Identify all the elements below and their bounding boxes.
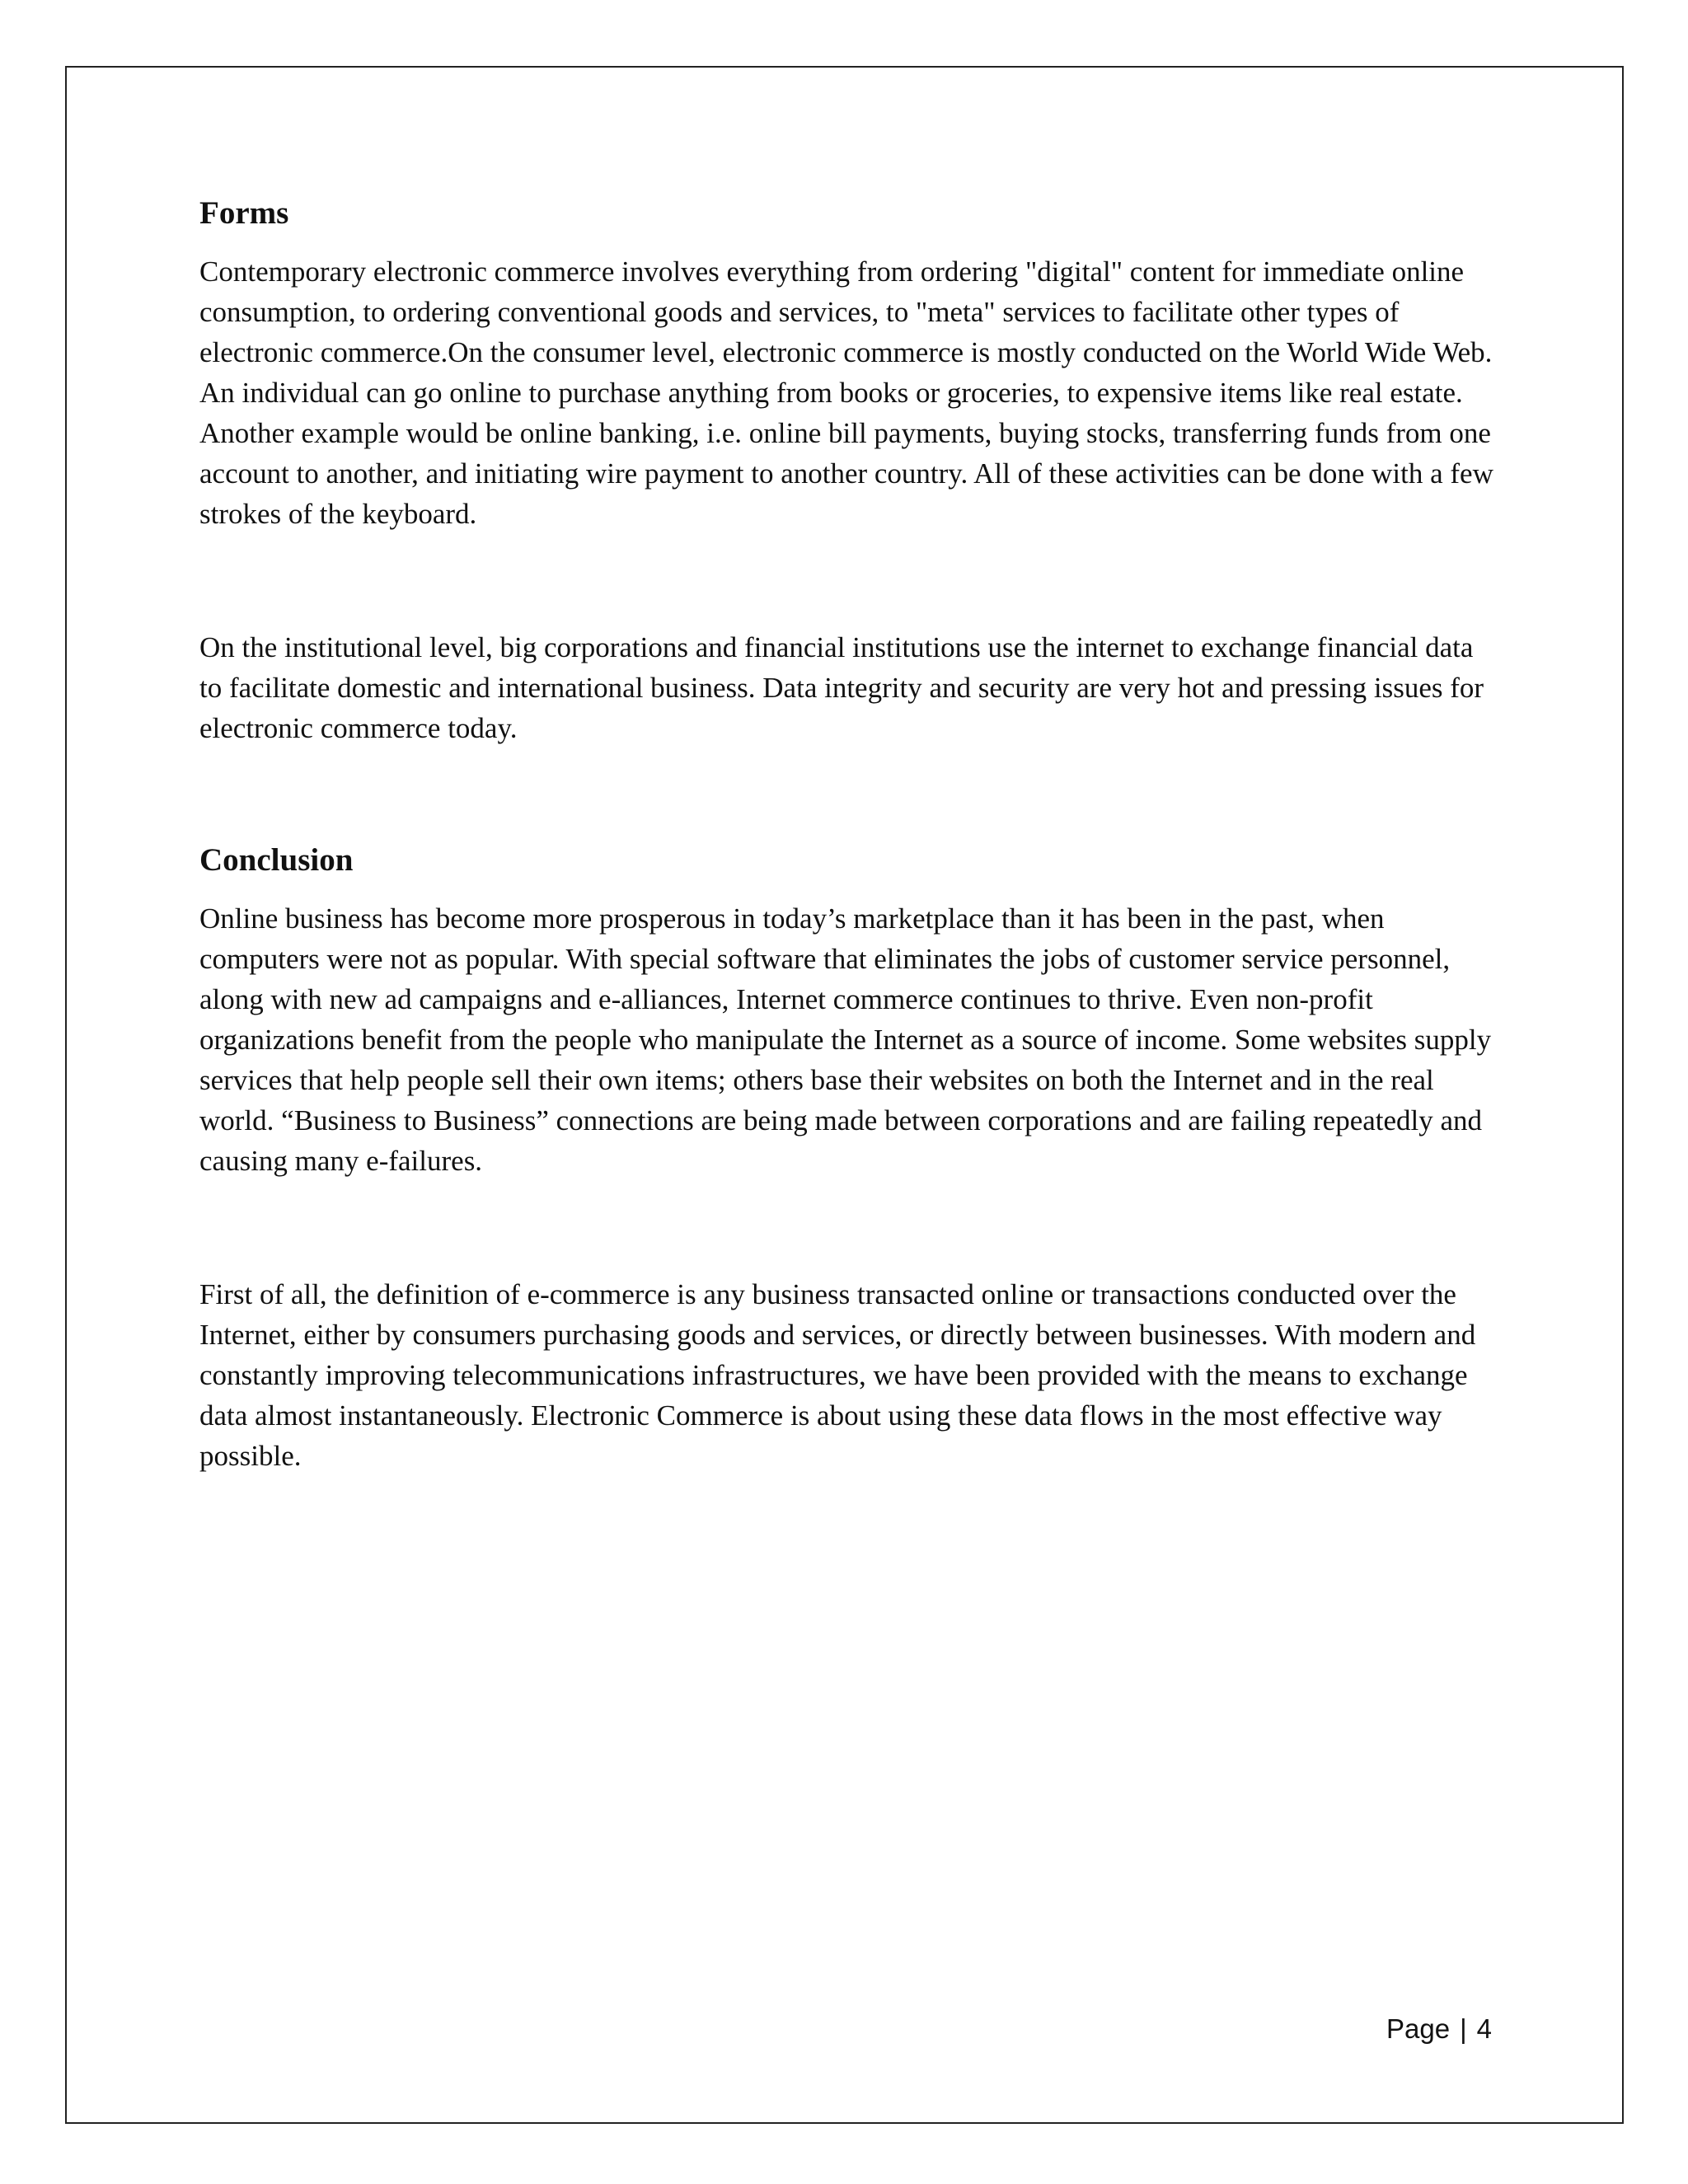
paragraph: First of all, the definition of e-commerce is any business transacted online or transactions conducted over the Internet, either by consumers purchasing goods and services, or directly between businesses. With modern and constantly improving telecommunications infrastructures, we have been provided with the means to exchange data almost instantaneously. Electronic Commerce is about using these data flows in the most effective way possible.	[199, 1277, 1476, 1472]
paragraph: On the institutional level, big corporations and financial institutions use the internet to exchange financial data to facilitate domestic and international business. Data integrity and security are very hot and pressing issues for electronic commerce today.	[199, 630, 1484, 744]
section-heading: Forms	[199, 195, 289, 231]
section-conclusion	[199, 841, 1502, 1476]
paragraph: Contemporary electronic commerce involves everything from ordering "digital" content for immediate online consumption, to ordering conventional goods and services, to "meta" services to facilitate other types of electronic commerce.On the consumer level, electronic commerce is mostly conducted on the World Wide Web. An individual can go online to purchase anything from books or groceries, to expensive items like real estate. Another example would be online banking, i.e. online bill payments, buying stocks, transferring funds from one account to another, and initiating wire payment to another country. All of these activities can be done with a few strokes of the keyboard.	[199, 255, 1493, 530]
page-label: Page	[1386, 2013, 1451, 2044]
section-heading: Conclusion	[199, 841, 354, 878]
page-number-footer	[1386, 2013, 1492, 2045]
section-forms	[199, 194, 1502, 748]
page-separator: |	[1460, 2013, 1467, 2044]
page-number: 4	[1476, 2013, 1492, 2044]
document-body	[199, 194, 1502, 1476]
paragraph: Online business has become more prosperous in today’s marketplace than it has been in the past, when computers were not as popular. With special software that eliminates the jobs of customer service personnel, along with new ad campaigns and e-alliances, Internet commerce continues to thrive. Even non-profit organizations benefit from the people who manipulate the Internet as a source of income. Some websites supply services that help people sell their own items; others base their websites on both the Internet and in the real world. “Business to Business” connections are being made between corporations and are failing repeatedly and causing many e-failures.	[199, 902, 1492, 1177]
